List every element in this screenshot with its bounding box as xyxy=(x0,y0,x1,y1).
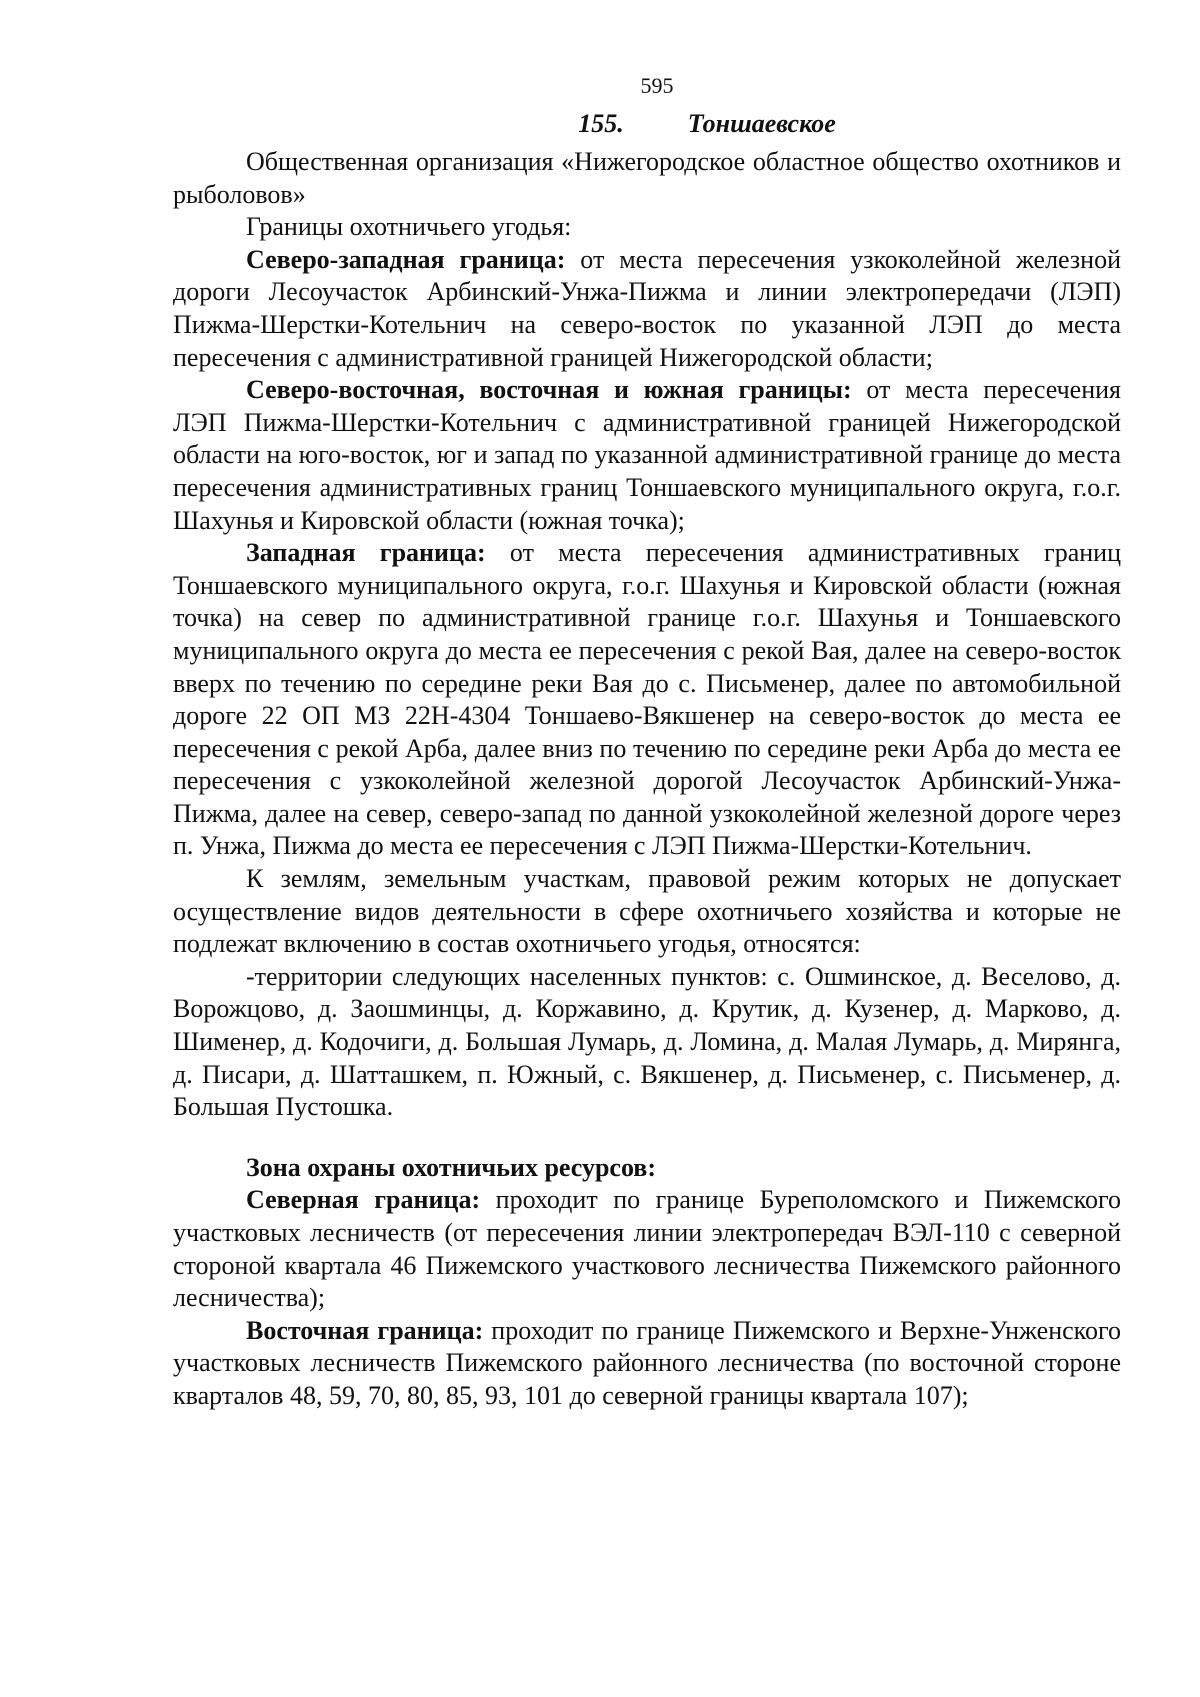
paragraph-northeast-east-south-border: Северо-восточная, восточная и южная границы: от места пересечения ЛЭП Пижма-Шерстки-Котельнич с административной границей Нижегородской области на юго-восток, юг и запад по указанной административной границе до места пересечения административных границ Тоншаевского муниципального округа, г.о.г. Шахунья и Кировской области (южная точка); xyxy=(173,375,1122,535)
paragraph-west-border: Западная граница: от места пересечения административных границ Тоншаевского муниципального округа, г.о.г. Шахунья и Кировской области (южная точка) на север по административной границе г.о.г. Шахунья и Тоншаевского муниципального округа до места ее пересечения с рекой Вая, далее на северо-восток вверх по течению по середине реки Вая до с. Письменер, далее по автомобильной дороге 22 ОП МЗ 22Н-4304 Тоншаево-Вякшенер на северо-восток до места ее пересечения с рекой Арба, далее вниз по течению по середине реки Арба до места ее пересечения с узкоколейной железной дорогой Лесоучасток Арбинский-Унжа-Пижма, далее на север, северо-запад по данной узкоколейной железной дороге через п. Унжа, Пижма до места ее пересечения с ЛЭП Пижма-Шерстки-Котельнич. xyxy=(173,538,1121,861)
paragraph-boundaries-intro: Границы охотничьего угодья: xyxy=(246,212,572,242)
northeast-border-label: Северо-восточная, восточная и южная границы: xyxy=(246,375,852,405)
paragraph-settlements: -территории следующих населенных пунктов: с. Ошминское, д. Веселово, д. Ворожцово, д. Заошминцы, д. Коржавино, д. Крутик, д. Кузенер, д. Марково, д. Шименер, д. Кодочиги, д. Большая Лумарь, д. Ломина, д. Малая Лумарь, д. Мирянга, д. Писари, д. Шатташкем, п. Южный, с. Вякшенер, д. Письменер, с. Письменер, д. Большая Пустошка. xyxy=(173,961,1121,1122)
paragraph-excluded-lands: К землям, земельным участкам, правовой режим которых не допускает осуществление видов деятельности в сфере охотничьего хозяйства и которые не подлежат включению в состав охотничьего угодья, относятся: xyxy=(173,864,1121,959)
paragraph-organization: Общественная организация «Нижегородское областное общество охотников и рыболовов» xyxy=(173,147,1121,209)
document-page xyxy=(173,70,1121,1413)
paragraph-zone-east-border: Восточная граница: проходит по границе Пижемского и Верхне-Унженского участковых лесничеств Пижемского районного лесничества (по восточной стороне кварталов 48, 59, 70, 80, 85, 93, 101 до северной границы квартала 107); xyxy=(173,1315,1122,1410)
paragraph-northwest-border: Северо-западная граница: от места пересечения узкоколейной железной дороги Лесоучасток Арбинский-Унжа-Пижма и линии электропередачи (ЛЭП) Пижма-Шерстки-Котельнич на северо-восток по указанной ЛЭП до места пересечения с административной границей Нижегородской области; xyxy=(173,244,1121,372)
west-border-label: Западная граница: xyxy=(246,538,486,568)
zone-north-border-label: Северная граница: xyxy=(246,1185,481,1215)
zone-heading: Зона охраны охотничьих ресурсов: xyxy=(246,1152,657,1182)
paragraph-zone-north-border: Северная граница: проходит по границе Буреполомского и Пижемского участковых лесничеств (от пересечения линии электропередач ВЭЛ-110 с северной стороной квартала 46 Пижемского участкового лесничества Пижемского районного лесничества); xyxy=(173,1185,1121,1313)
section-number: 155. xyxy=(578,109,624,138)
page-number: 595 xyxy=(640,73,674,98)
section-name: Тоншаевское xyxy=(687,109,836,138)
zone-east-border-label: Восточная граница: xyxy=(246,1315,484,1345)
northwest-border-label: Северо-западная граница: xyxy=(246,244,566,274)
section-title xyxy=(173,108,1121,140)
